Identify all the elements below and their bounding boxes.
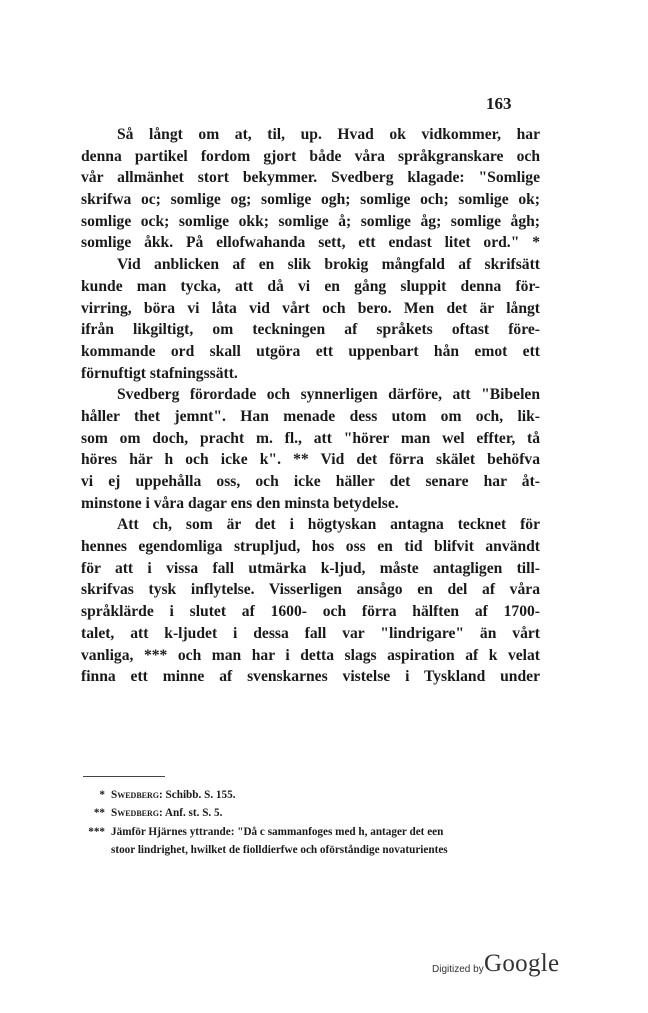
text-line: hennes egendomliga strupljud, hos oss en tid blifvit användt <box>81 538 540 556</box>
text-line: skrifwa oc; somlige og; somlige ogh; somlige och; somlige ok; <box>81 191 540 209</box>
text-line: förnuftigt stafningssätt. <box>81 364 238 382</box>
text-line: Så långt om at, til, up. Hvad ok vidkommer, har <box>117 126 540 143</box>
text-line: vår allmänhet stort bekymmer. Svedberg klagade: "Somlige <box>81 169 540 187</box>
text-line: håller thet jemnt". Han menade dess utom om och, lik- <box>81 407 540 425</box>
footnote <box>83 786 543 804</box>
text-line: finna ett minne af svenskarnes vistelse i Tyskland under <box>81 668 540 686</box>
footnote <box>83 823 543 841</box>
footnote-author: Swedberg <box>111 807 160 820</box>
footnote-mark: *** <box>88 825 105 838</box>
footnote-author: Swedberg <box>111 789 160 801</box>
text-line: vi ej uppehålla oss, och icke häller det senare har åt- <box>81 473 540 490</box>
text-line: som om doch, pracht m. fl., att "hörer man wel effter, tå <box>81 429 540 447</box>
footnotes <box>83 786 543 859</box>
text-line: Svedberg förordade och synnerligen därföre, att "Bibelen <box>117 386 540 404</box>
text-line: talet, att k-ljudet i dessa fall var "lindrigare" än vårt <box>81 624 540 642</box>
google-logo: Google <box>484 950 560 977</box>
footnote-continuation <box>83 841 543 859</box>
text-line: för att i vissa fall utmärka k-ljud, måste antagligen till- <box>81 559 540 577</box>
body-text <box>81 124 540 688</box>
text-line: ifrån likgiltigt, om teckningen af språkets oftast före- <box>81 321 540 339</box>
text-line: skrifvas tysk inflytelse. Visserligen ansågo en del af våra <box>81 581 540 599</box>
text-line: vanliga, *** och man har i detta slags aspiration af k velat <box>81 646 540 664</box>
text-line: somlige ock; somlige okk; somlige å; somlige åg; somlige ågh; <box>81 212 540 230</box>
text-line: höres här h och icke k". ** Vid det förra skälet behöfva <box>81 451 540 469</box>
text-line: denna partikel fordom gjort både våra språkgranskare och <box>81 147 540 165</box>
footnote-text: Jämför Hjärnes yttrande: "Då c sammanfoges med h, antager det een <box>111 825 444 838</box>
footnote-text: : Schibb. S. 155. <box>159 789 236 801</box>
text-line: kommande ord skall utgöra ett uppenbart hån emot ett <box>81 342 540 360</box>
text-line: virring, böra vi låta vid vårt och bero. Men det är långt <box>81 299 540 317</box>
text-line: somlige åkk. På ellofwahanda sett, ett endast litet ord." * <box>81 234 540 252</box>
text-line: språklärde i slutet af 1600- och förra hälften af 1700- <box>81 603 540 621</box>
footnote <box>83 804 543 822</box>
text-line: kunde man tycka, att då vi en gång sluppit denna för- <box>81 277 540 295</box>
footnote-text: stoor lindrighet, hwilket de fiolldierfwe och oförståndige novaturientes <box>111 843 448 856</box>
footnote-mark: ** <box>93 807 105 820</box>
text-line: minstone i våra dagar ens den minsta betydelse. <box>81 494 399 512</box>
digitized-by-label: Digitized by <box>432 964 484 975</box>
text-line: Att ch, som är det i högtyskan antagna tecknet för <box>117 516 540 534</box>
page-number: 163 <box>486 94 512 113</box>
text-line: Vid anblicken af en slik brokig mångfald af skrifsätt <box>117 256 540 274</box>
footnote-text: : Anf. st. S. 5. <box>159 807 223 820</box>
footnote-divider <box>83 776 165 777</box>
footnote-mark: * <box>99 789 105 801</box>
